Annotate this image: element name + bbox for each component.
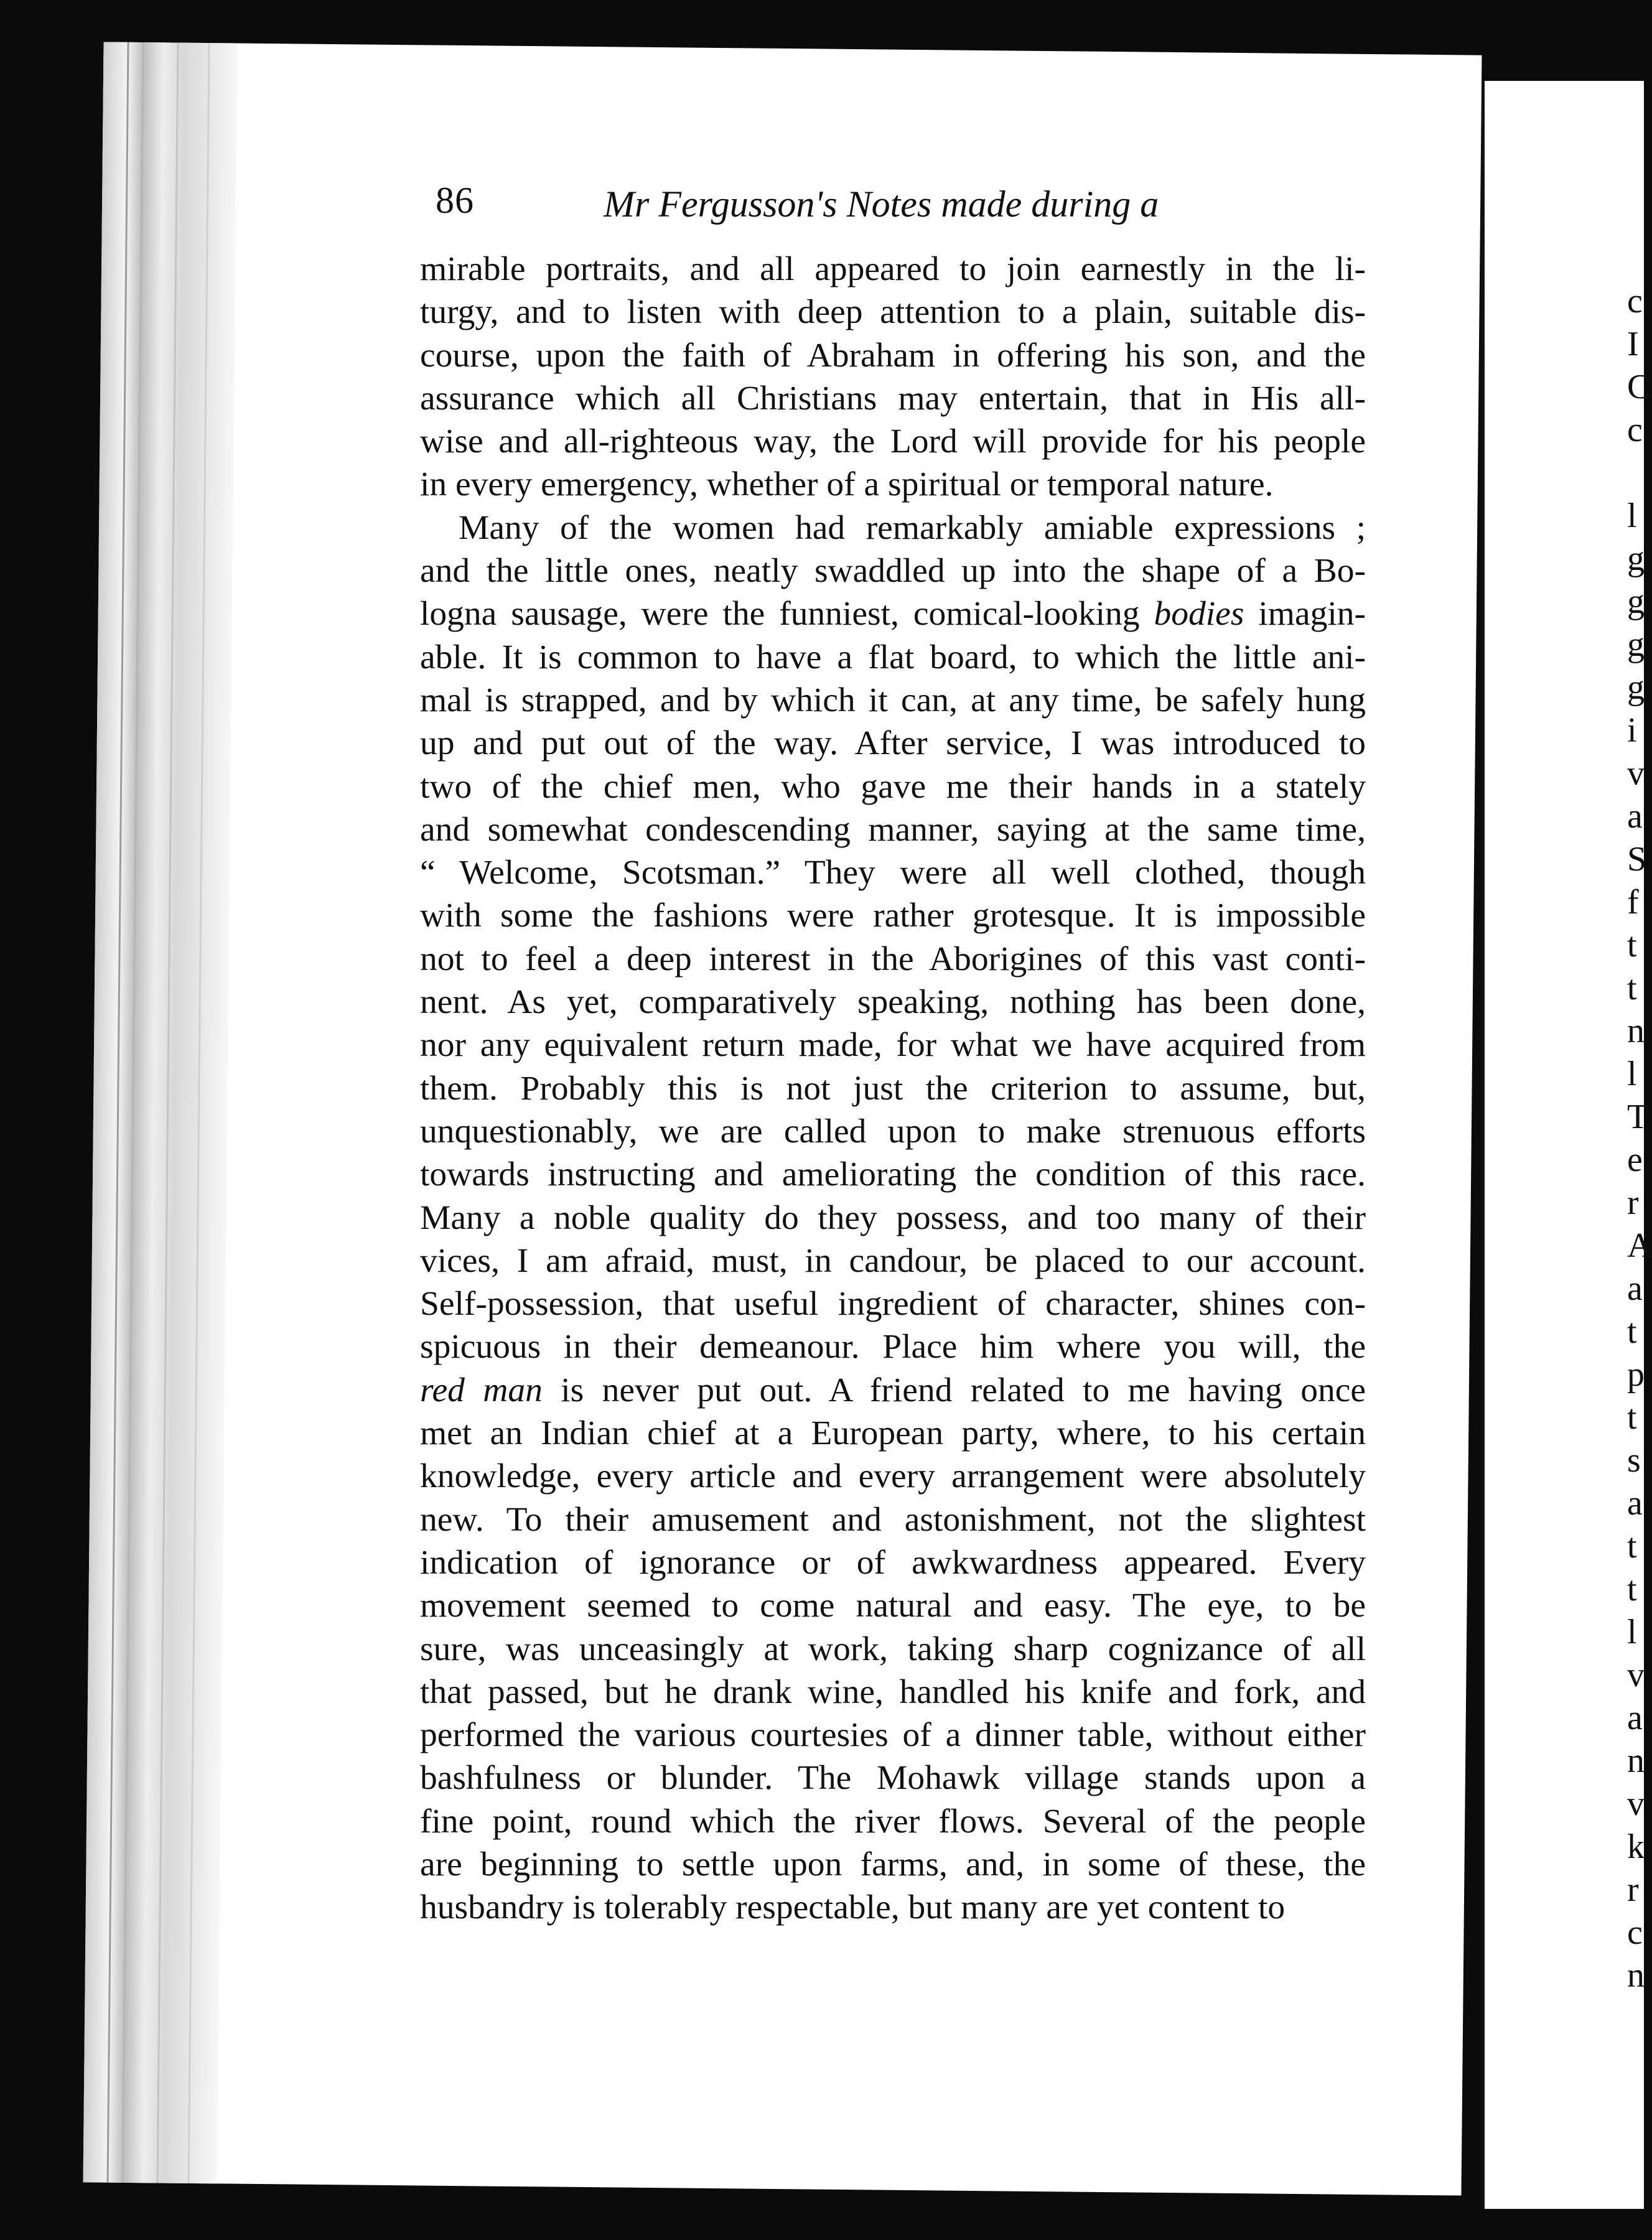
text-line: wise and all-righteous way, the Lord will provide for his people (420, 422, 1366, 461)
text-line: Many a noble quality do they possess, and too many of their (420, 1198, 1366, 1237)
text-line: that passed, but he drank wine, handled his knife and fork, and (420, 1673, 1366, 1711)
facing-page-letter: C (1627, 368, 1651, 406)
text-line: nor any equivalent return made, for what we have acquired from (420, 1026, 1366, 1065)
body-text (420, 248, 1366, 1930)
text-line: them. Probably this is not just the criterion to assume, but, (420, 1069, 1366, 1108)
text-line: not to feel a deep interest in the Aborigines of this vast conti- (420, 940, 1366, 978)
text-line: two of the chief men, who gave me their hands in a stately (420, 767, 1366, 806)
facing-page-letter: c (1627, 411, 1643, 449)
facing-page-letter: r (1627, 1183, 1639, 1222)
text-line: husbandry is tolerably respectable, but many are yet content to (420, 1888, 1286, 1927)
text-line: assurance which all Christians may entertain, that in His all- (420, 379, 1366, 418)
facing-page-letter: f (1627, 883, 1639, 922)
facing-page-letter: v (1627, 754, 1645, 793)
text-line: fine point, round which the river flows. Several of the people (420, 1802, 1366, 1841)
facing-page-letter: g (1627, 539, 1645, 578)
facing-page-letter: e (1627, 1141, 1643, 1179)
facing-page-letter: r (1627, 1870, 1639, 1909)
facing-page-letter (1627, 452, 1652, 495)
facing-page-letter: l (1627, 497, 1637, 535)
facing-page-letter: l (1627, 1613, 1637, 1651)
text-line: bashfulness or blunder. The Mohawk village stands upon a (420, 1759, 1366, 1798)
text-line: mal is strapped, and by which it can, at any time, be safely hung (420, 681, 1366, 719)
text-line: and the little ones, neatly swaddled up into the shape of a Bo- (420, 552, 1366, 590)
facing-page-letter: t (1627, 1570, 1637, 1608)
running-title: Mr Fergusson's Notes made during a (604, 184, 1159, 225)
text-line: Many of the women had remarkably amiable expressions ; (459, 508, 1366, 547)
text-line: in every emergency, whether of a spiritual or temporal nature. (420, 465, 1274, 504)
text-line: met an Indian chief at a European party, where, to his certain (420, 1414, 1366, 1453)
facing-page-letter: n (1627, 1742, 1645, 1780)
text-line: knowledge, every article and every arrangement were absolutely (420, 1457, 1366, 1496)
text-line: course, upon the faith of Abraham in offering his son, and the (420, 336, 1366, 375)
text-line: mirable portraits, and all appeared to join earnestly in the li- (420, 250, 1366, 288)
text-line: vices, I am afraid, must, in candour, be placed to our account. (420, 1241, 1366, 1280)
facing-page-letter: v (1627, 1785, 1645, 1823)
facing-page-letter: t (1627, 1398, 1637, 1437)
facing-page-letter: a (1627, 1484, 1643, 1523)
text-line: new. To their amusement and astonishment, not the slightest (420, 1500, 1366, 1539)
text-line: up and put out of the way. After service, I was introduced to (420, 724, 1366, 763)
text-line: turgy, and to listen with deep attention to a plain, suitable dis- (420, 293, 1366, 332)
text-line: performed the various courtesies of a dinner table, without either (420, 1716, 1366, 1755)
text-line: unquestionably, we are called upon to make strenuous efforts (420, 1112, 1366, 1150)
facing-page-letter: k (1627, 1827, 1645, 1866)
facing-page-letter: t (1627, 926, 1637, 964)
facing-page-letter: t (1627, 1312, 1637, 1351)
facing-page-letter: g (1627, 582, 1645, 621)
text-line: movement seemed to come natural and easy. The eye, to be (420, 1587, 1366, 1625)
facing-page-letter: l (1627, 1055, 1637, 1093)
text-line: indication of ignorance or of awkwardness appeared. Every (420, 1543, 1366, 1582)
facing-page-letter: g (1627, 625, 1645, 664)
facing-page-letter: t (1627, 1527, 1637, 1566)
facing-page-letter: s (1627, 1441, 1641, 1480)
facing-page-letter: T (1627, 1098, 1649, 1136)
facing-page-letter: A (1627, 1226, 1652, 1265)
page-gutter-binding (83, 42, 238, 2183)
text-line: towards instructing and ameliorating the condition of this race. (420, 1155, 1366, 1194)
facing-page-letter: c (1627, 1913, 1643, 1952)
text-line: able. It is common to have a flat board, to which the little ani- (420, 638, 1366, 676)
facing-page-letter: c (1627, 282, 1643, 320)
facing-page-edge (1481, 81, 1644, 2209)
text-line: sure, was unceasingly at work, taking sharp cognizance of all (420, 1630, 1366, 1668)
facing-page-letter: p (1627, 1355, 1645, 1394)
text-line: nent. As yet, comparatively speaking, nothing has been done, (420, 983, 1366, 1022)
text-line: are beginning to settle upon farms, and, in some of these, the (420, 1845, 1366, 1883)
facing-page-letter-column (1627, 280, 1652, 1997)
facing-page-letter: g (1627, 668, 1645, 707)
text-line: with some the fashions were rather grotesque. It is impossible (420, 897, 1366, 935)
facing-page-letter: n (1627, 1956, 1645, 1995)
italic-emphasis: bodies (1154, 595, 1244, 633)
facing-page-letter: S (1627, 840, 1647, 879)
facing-page-letter: a (1627, 1269, 1643, 1308)
facing-page-letter: I (1627, 325, 1639, 363)
facing-page-letter: a (1627, 1699, 1643, 1737)
text-line: red man is never put out. A friend related to me having once (420, 1371, 1366, 1409)
facing-page-letter: t (1627, 969, 1637, 1007)
facing-page-letter: n (1627, 1012, 1645, 1050)
facing-page-letter: a (1627, 797, 1643, 836)
text-line: Self-possession, that useful ingredient of character, shines con- (420, 1285, 1366, 1323)
page-number: 86 (436, 180, 474, 221)
text-line: logna sausage, were the funniest, comical-looking bodies imagin- (420, 595, 1366, 633)
text-line: spicuous in their demeanour. Place him where you will, the (420, 1328, 1366, 1366)
facing-page-letter: v (1627, 1656, 1645, 1694)
text-line: and somewhat condescending manner, saying at the same time, (420, 810, 1366, 849)
facing-page-letter: i (1627, 711, 1637, 750)
text-line: “ Welcome, Scotsman.” They were all well clothed, though (420, 854, 1366, 892)
italic-emphasis: red man (420, 1371, 543, 1409)
